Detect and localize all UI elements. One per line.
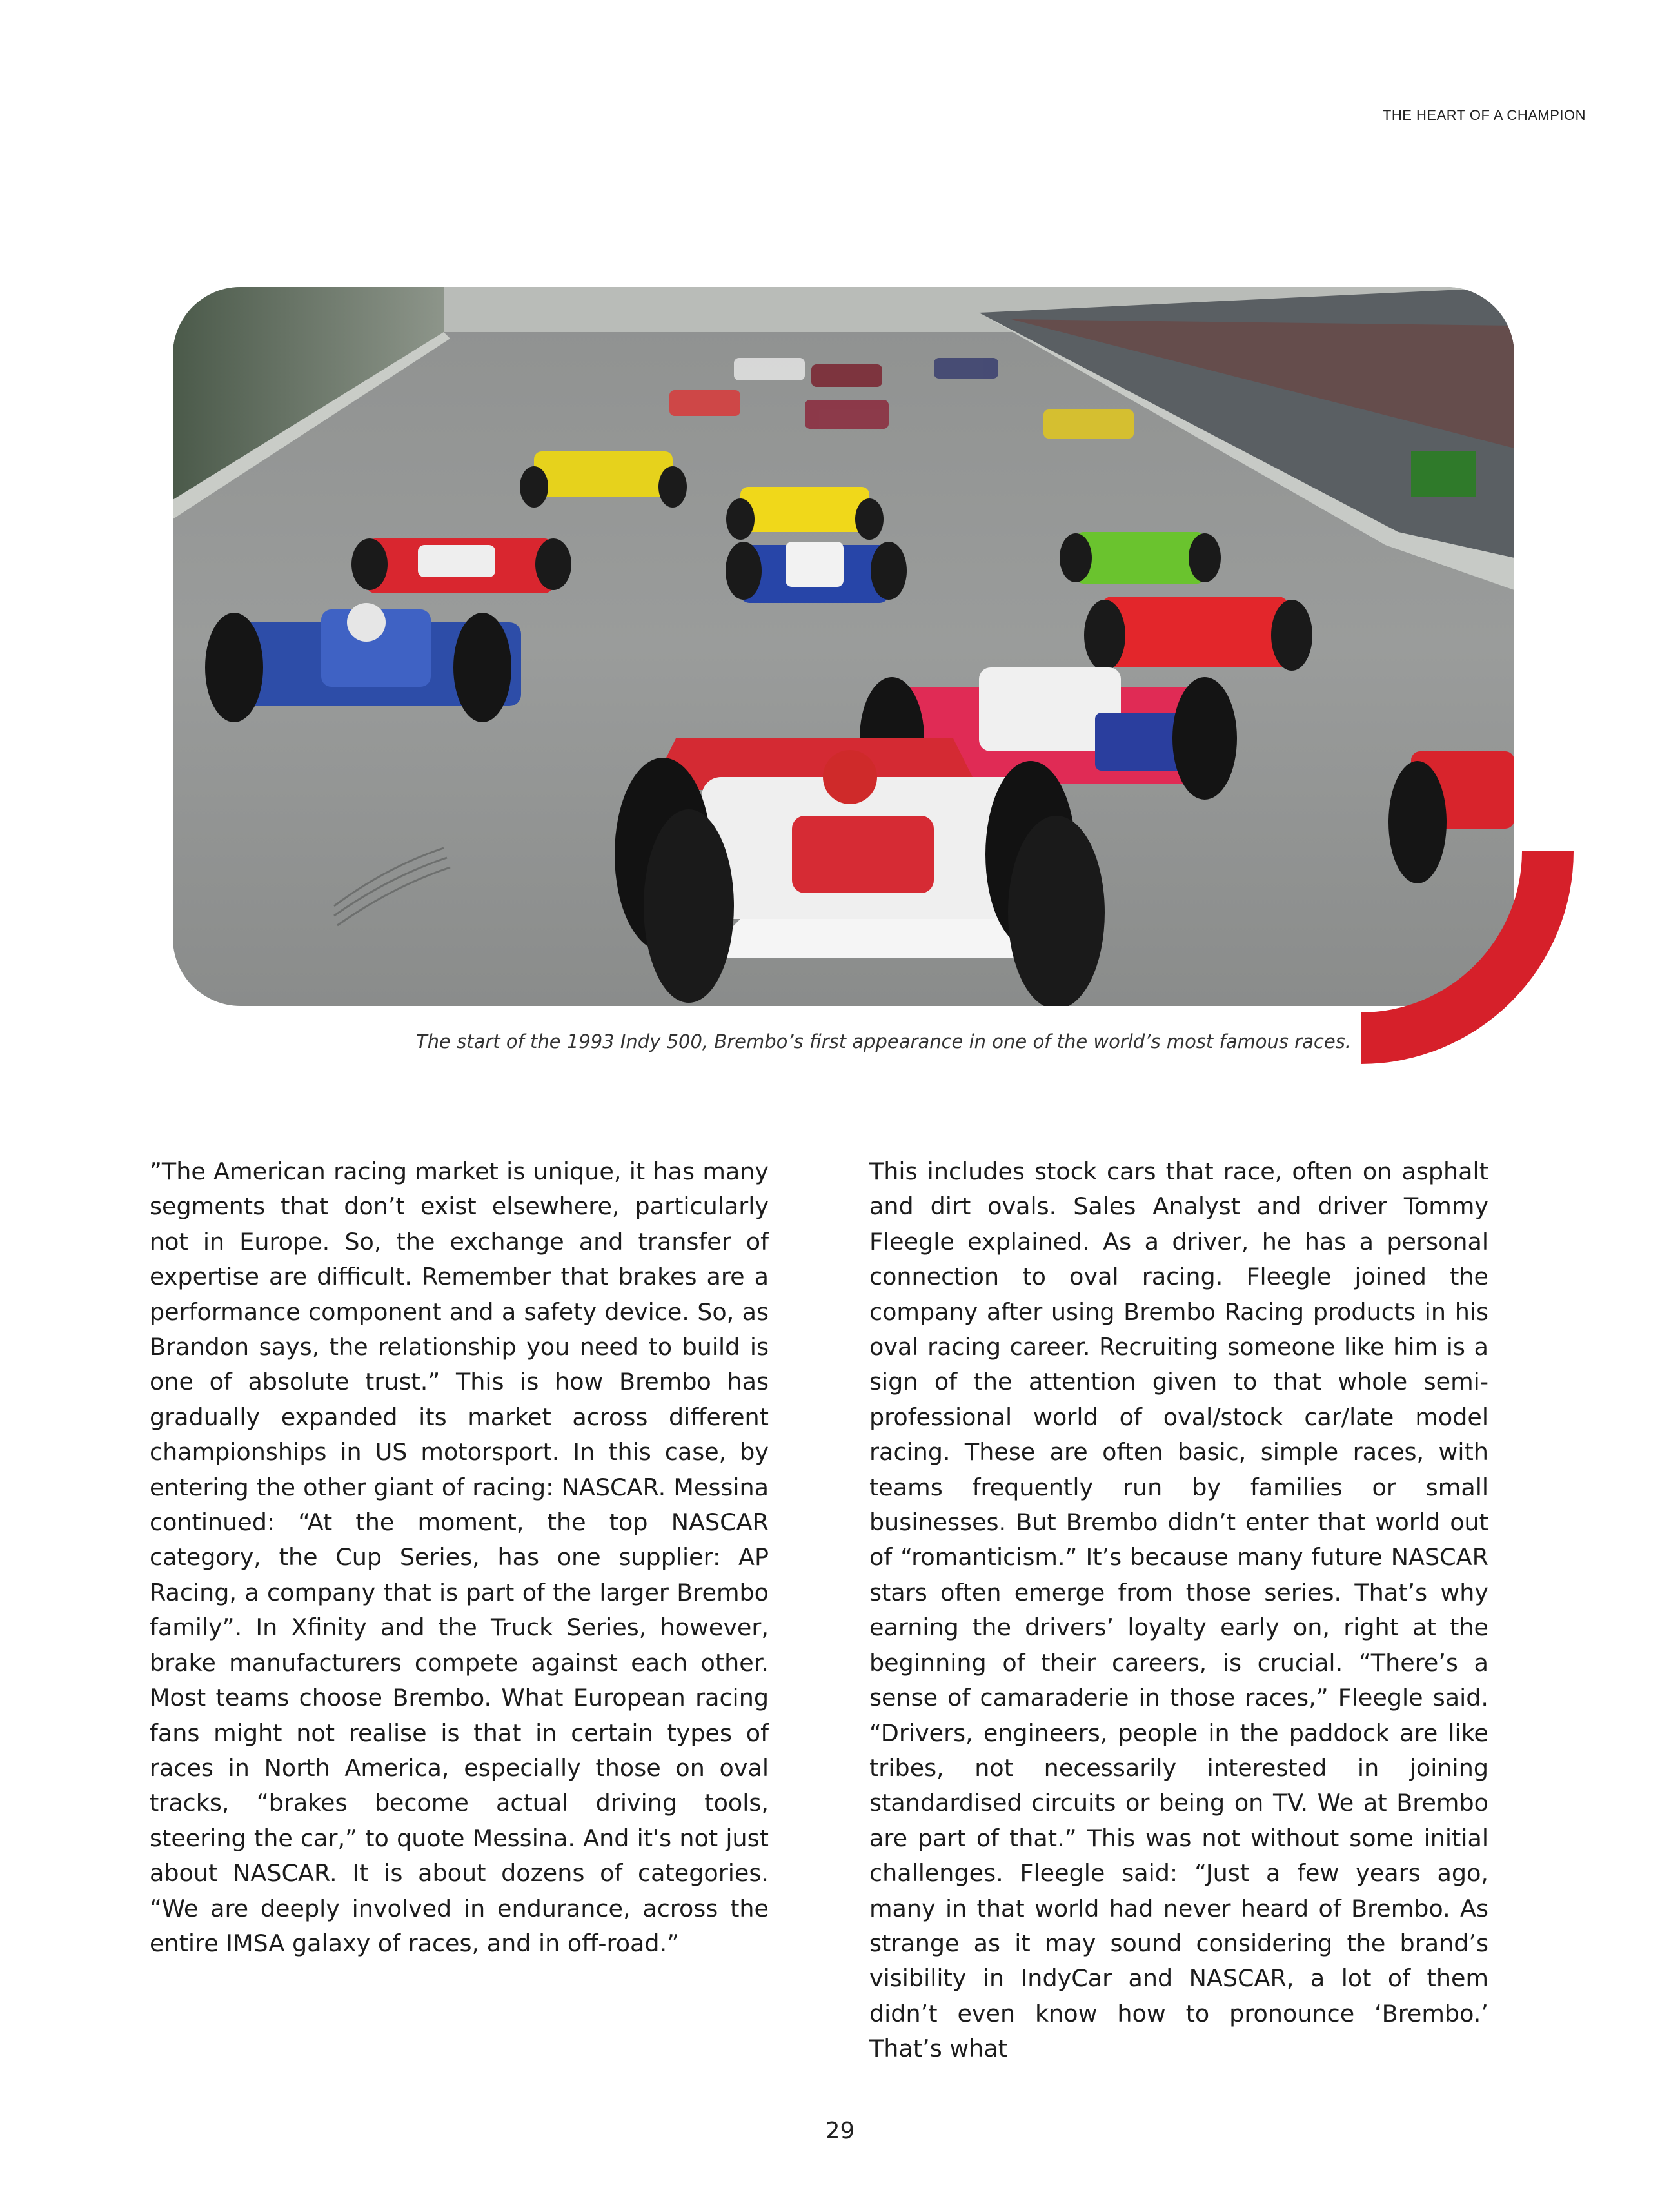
article-left-column: ”The American racing market is unique, it has many segments that don’t exist elsewhere, particularly not in Europe. So, the exchange and transfer of expertise are difficult. Remember that brakes are a performance component and a safety device. So, as Brandon says, the relationship you need to build is one of absolute trust.” This is how Brembo has gradually expanded its market across different championships in US motorsport. In this case, by entering the other giant of racing: NASCAR. Messina continued: “At the moment, the top NASCAR category, the Cup Series, has one supplier: AP Racing, a company that is part of the larger Brembo family”. In Xfinity and the Truck Series, however, brake manufacturers compete against each other. Most teams choose Brembo. What European racing fans might not realise is that in certain types of races in North America, especially those on oval tracks, “brakes become actual driving tools, steering the car,” to quote Messina. And it's not just about NASCAR. It is about dozens of categories. “We are deeply involved in endurance, across the entire IMSA galaxy of races, and in off-road.” (150, 1158, 769, 1957)
page-number: 29 (825, 2118, 855, 2144)
race-start-photo (173, 287, 1514, 1006)
red-quarter-arc-decoration (1361, 851, 1580, 1064)
article-right-column: This includes stock cars that race, often on asphalt and dirt ovals. Sales Analyst and driver Tommy Fleegle explained. As a driver, he has a personal connection to oval racing. Fleegle joined the company after using Brembo Racing products in his oval racing career. Recruiting someone like him is a sign of the attention given to that whole semi-professional world of oval/stock car/late model racing. These are often basic, simple races, with teams frequently run by families or small businesses. But Brembo didn’t enter that world out of “romanticism.” It’s because many future NASCAR stars often emerge from those series. That’s why earning the drivers’ loyalty early on, right at the beginning of their careers, is crucial. “There’s a sense of camaraderie in those races,” Fleegle said. “Drivers, engineers, people in the paddock are like tribes, not necessarily interested in joining standardised circuits or being on TV. We at Brembo are part of that.” This was not without some initial challenges. Fleegle said: “Just a few years ago, many in that world had never heard of Brembo. As strange as it may sound considering the brand’s visibility in IndyCar and NASCAR, a lot of them didn’t even know how to pronounce ‘Brembo.’ That’s what (869, 1158, 1488, 2063)
photo-caption: The start of the 1993 Indy 500, Brembo’s first appearance in one of the world’s most famous races. (415, 1031, 1351, 1052)
running-header: THE HEART OF A CHAMPION (1382, 107, 1586, 123)
